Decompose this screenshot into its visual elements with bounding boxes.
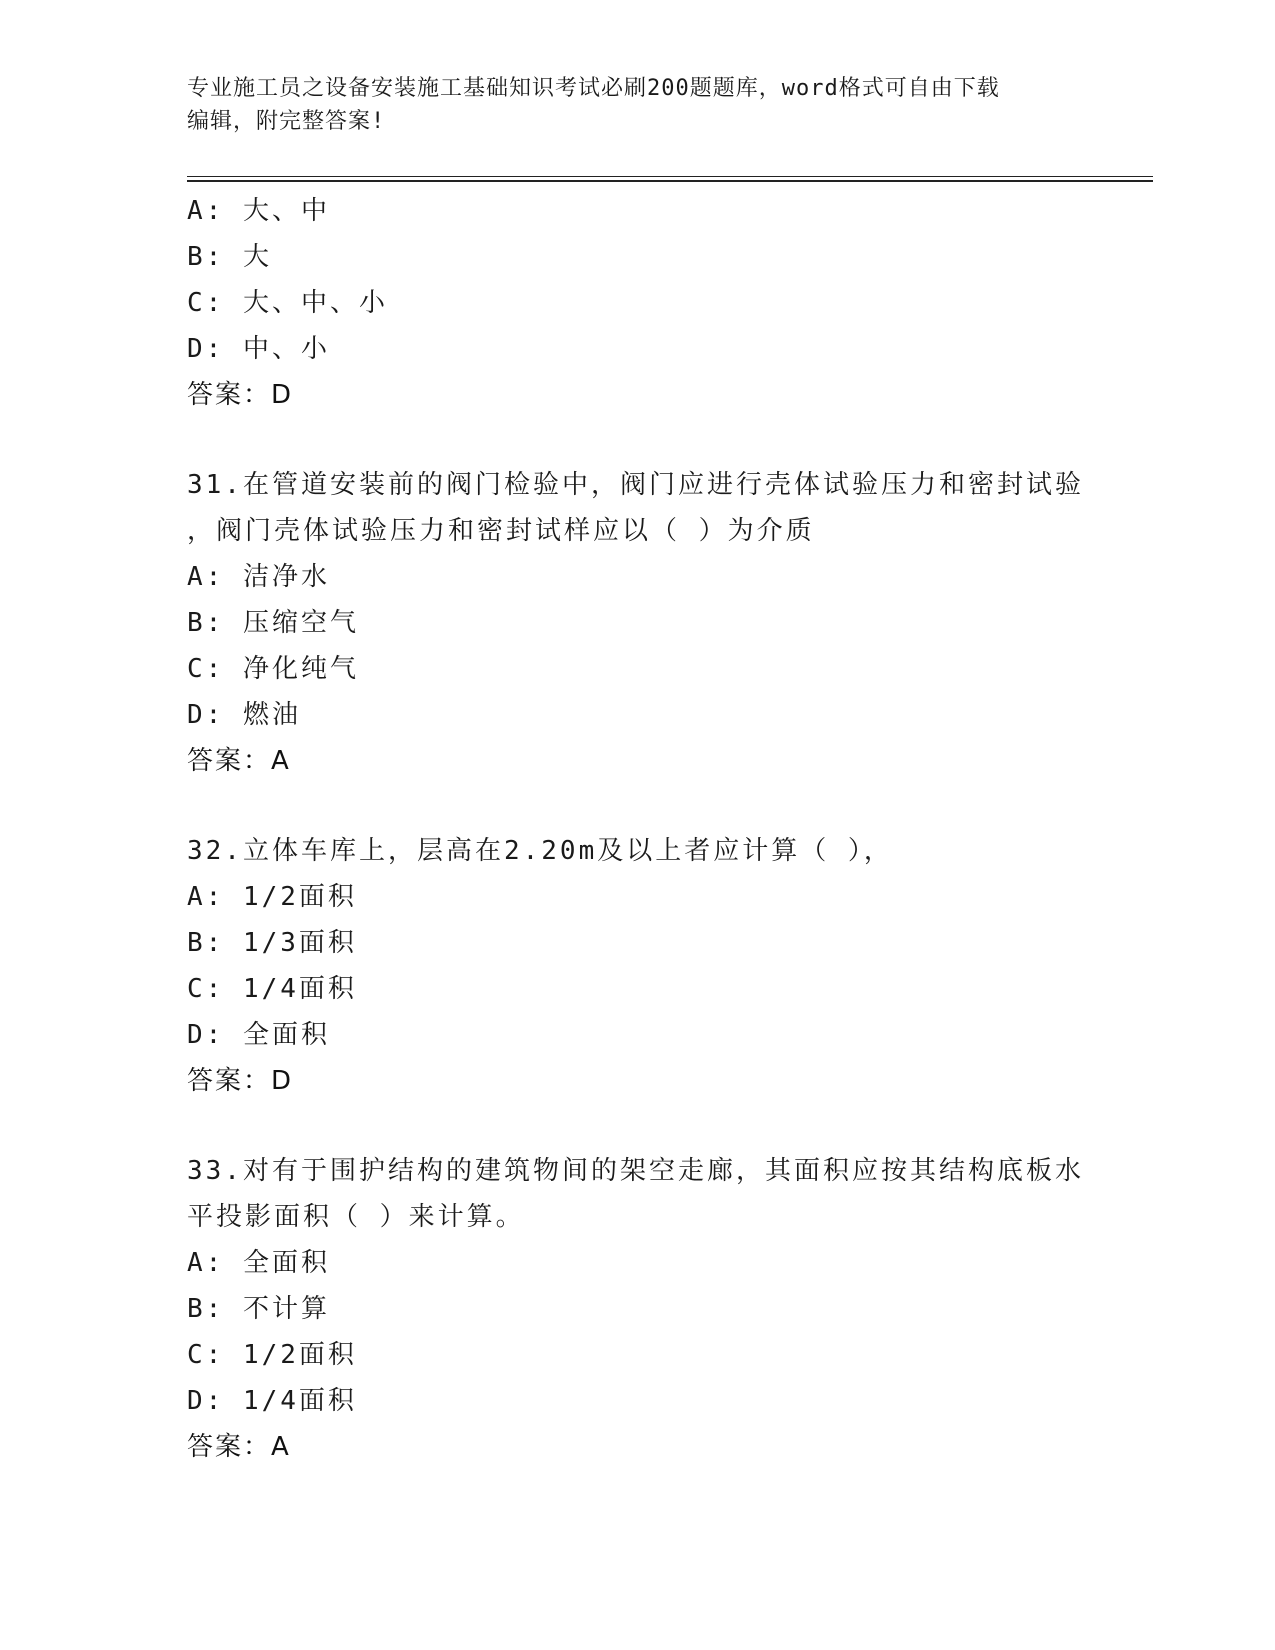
- document-header: [187, 72, 1087, 138]
- spacer: [187, 418, 1147, 462]
- option-a: A: 1/2面积: [187, 882, 357, 912]
- option-b: B: 1/3面积: [187, 928, 357, 958]
- option-a: A: 大、中: [187, 196, 330, 226]
- question-stem-line-2: ，阀门壳体试验压力和密封试样应以（ ）为介质: [187, 516, 815, 546]
- option-c: C: 1/4面积: [187, 974, 357, 1004]
- answer-label: 答案：D: [187, 380, 294, 410]
- header-title-line-1: 专业施工员之设备安装施工基础知识考试必刷200题题库，word格式可自由下载: [187, 76, 1000, 101]
- question-30: [187, 188, 1147, 418]
- question-33: [187, 1148, 1147, 1470]
- option-d: D: 全面积: [187, 1020, 330, 1050]
- answer-label: 答案：D: [187, 1066, 294, 1096]
- header-title-line-2: 编辑，附完整答案!: [187, 109, 386, 134]
- question-stem-line-1: 33.对有于围护结构的建筑物间的架空走廊，其面积应按其结构底板水: [187, 1156, 1084, 1186]
- option-d: D: 中、小: [187, 334, 330, 364]
- option-a: A: 全面积: [187, 1248, 330, 1278]
- question-32: [187, 828, 1147, 1104]
- option-c: C: 1/2面积: [187, 1340, 357, 1370]
- option-a: A: 洁净水: [187, 562, 330, 592]
- spacer: [187, 784, 1147, 828]
- option-c: C: 净化纯气: [187, 654, 359, 684]
- header-divider: [187, 176, 1153, 182]
- option-b: B: 压缩空气: [187, 608, 359, 638]
- question-stem-line-1: 32.立体车库上，层高在2.20m及以上者应计算（ ），: [187, 836, 893, 866]
- document-body: [187, 188, 1147, 1470]
- option-c: C: 大、中、小: [187, 288, 388, 318]
- option-d: D: 1/4面积: [187, 1386, 357, 1416]
- question-stem-line-1: 31.在管道安装前的阀门检验中，阀门应进行壳体试验压力和密封试验: [187, 470, 1084, 500]
- question-stem-line-2: 平投影面积（ ）来计算。: [187, 1202, 525, 1232]
- option-d: D: 燃油: [187, 700, 301, 730]
- option-b: B: 不计算: [187, 1294, 330, 1324]
- answer-label: 答案：A: [187, 746, 291, 776]
- answer-label: 答案：A: [187, 1432, 291, 1462]
- question-31: [187, 462, 1147, 784]
- spacer: [187, 1104, 1147, 1148]
- option-b: B: 大: [187, 242, 272, 272]
